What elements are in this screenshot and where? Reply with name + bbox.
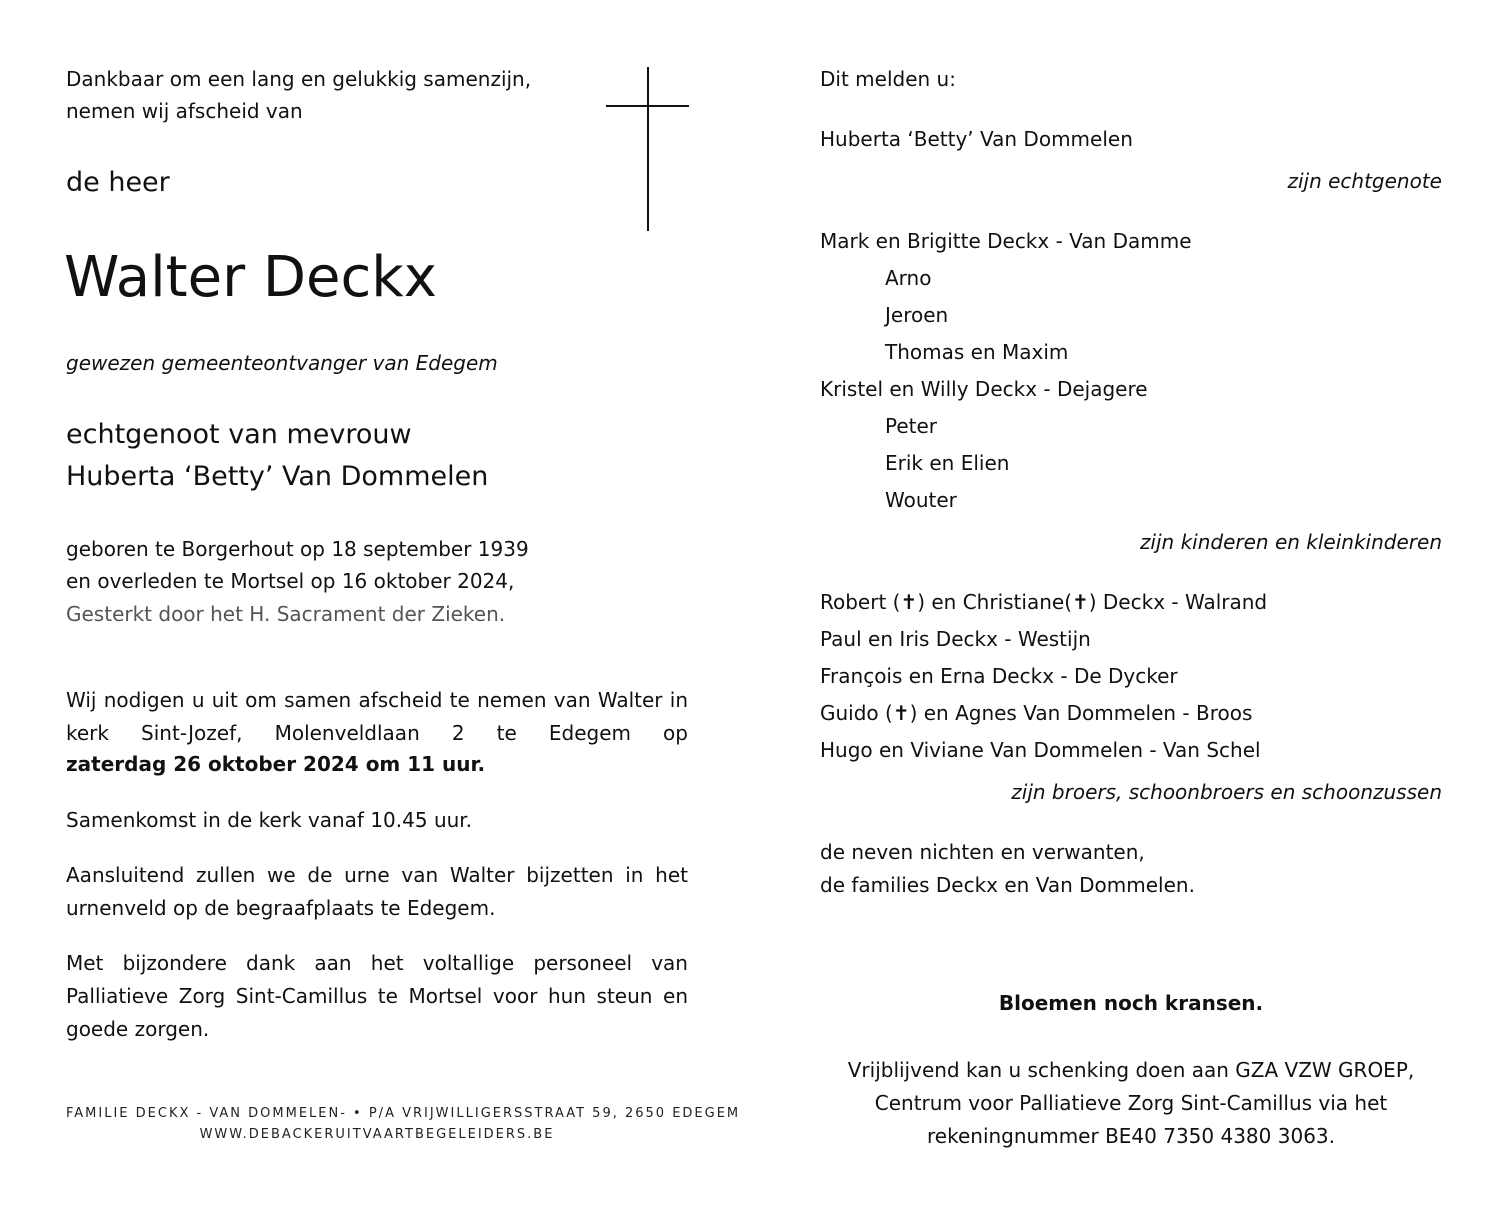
relatives-line-2: de families Deckx en Van Dommelen. [820,873,1195,897]
sibling-family: Guido (✝) en Agnes Van Dommelen - Broos [820,701,1253,725]
born-line: geboren te Borgerhout op 18 september 1939 [66,537,529,561]
children-role: zijn kinderen en kleinkinderen [1139,530,1442,554]
deceased-name: Walter Deckx [64,245,437,310]
footer-address: FAMILIE DECKX - VAN DOMMELEN- • P/A VRIJWILLIGERSSTRAAT 59, 2650 EDEGEM [66,1106,741,1121]
sibling-family: Paul en Iris Deckx - Westijn [820,627,1091,651]
spouse-role: zijn echtgenote [1287,169,1442,193]
urn-paragraph: Aansluitend zullen we de urne van Walter bijzetten in het urnenveld op de begraafplaats te Edegem. [66,863,688,920]
announce-header: Dit melden u: [820,67,956,91]
spouse-line-1: echtgenoot van mevrouw [66,419,412,450]
gathering-line: Samenkomst in de kerk vanaf 10.45 uur. [66,808,473,832]
invite-paragraph [66,684,688,750]
grandchild: Peter [885,414,938,438]
spouse-line-2: Huberta ‘Betty’ Van Dommelen [66,461,489,492]
sibling-family: Robert (✝) en Christiane(✝) Deckx - Walrand [820,590,1268,614]
grandchild: Erik en Elien [885,451,1010,475]
thanks-paragraph: Met bijzondere dank aan het voltallige personeel van Palliatieve Zorg Sint-Camillus te Mortsel voor hun steun en goede zorgen. [66,951,688,1041]
grandchild: Wouter [885,488,957,512]
siblings-role: zijn broers, schoonbroers en schoonzussen [1011,780,1442,804]
died-line: en overleden te Mortsel op 16 oktober 2024, [66,569,515,593]
grandchild: Jeroen [885,303,949,327]
grandchild: Arno [885,266,932,290]
cross-icon [647,67,649,231]
flowers-note: Bloemen noch kransen. [998,991,1264,1015]
grandchild: Thomas en Maxim [885,340,1069,364]
intro-line-2: nemen wij afscheid van [66,99,303,123]
intro-line-1: Dankbaar om een lang en gelukkig samenzijn, [66,67,532,91]
child-family: Mark en Brigitte Deckx - Van Damme [820,229,1192,253]
cross-icon-bar [606,105,689,107]
invite-text: Wij nodigen u uit om samen afscheid te nemen van Walter in kerk Sint-Jozef, Molenveldlaan 2 te Edegem op [66,688,688,745]
invite-date: zaterdag 26 oktober 2024 om 11 uur. [66,752,486,776]
deceased-title: gewezen gemeenteontvanger van Edegem [66,351,498,375]
footer-website: WWW.DEBACKERUITVAARTBEGELEIDERS.BE [199,1127,555,1142]
child-family: Kristel en Willy Deckx - Dejagere [820,377,1148,401]
donation-line-1: Vrijblijvend kan u schenking doen aan GZA VZW GROEP, [847,1058,1415,1082]
donation-line-3: rekeningnummer BE40 7350 4380 3063. [927,1124,1335,1148]
donation-line-2: Centrum voor Palliatieve Zorg Sint-Camillus via het [874,1091,1388,1115]
salutation: de heer [66,167,170,198]
spouse-name: Huberta ‘Betty’ Van Dommelen [820,127,1133,151]
relatives-line-1: de neven nichten en verwanten, [820,840,1145,864]
sibling-family: Hugo en Viviane Van Dommelen - Van Schel [820,738,1261,762]
sacrament-line: Gesterkt door het H. Sacrament der Zieken. [66,602,506,626]
sibling-family: François en Erna Deckx - De Dycker [820,664,1178,688]
